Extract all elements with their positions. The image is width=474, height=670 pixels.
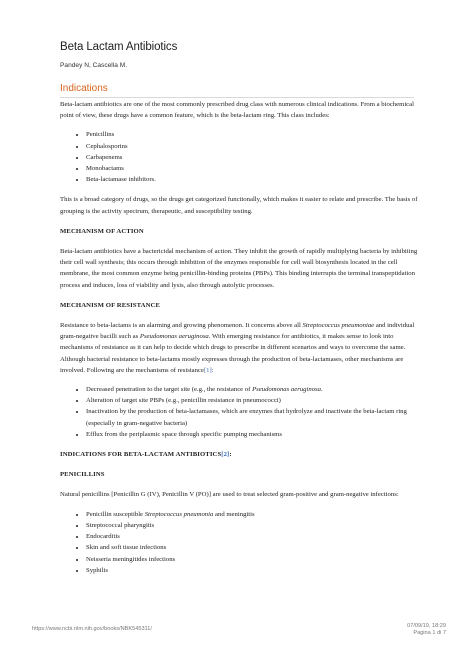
resistance-text-a: Resistance to beta-lactams is an alarming and growing phenomenon. It concerns above all: [60, 322, 303, 330]
section-divider: [60, 97, 414, 98]
moa-paragraph: Beta-lactam antibiotics have a bactericidal mechanism of action. They inhibit the growth of rapidly multiplying bacteria by inhibiting their cell wall synthesis; this occurs through inhibition of the enzymes responsible for cell wall biosynthesis located in the cell membrane, the most common enzyme being penicillin-binding proteins (PBPs). This binding interrupts the terminal transpeptidation process and induces, loss of viability and lysis, also through autolytic processes.: [60, 248, 418, 289]
list-item-end: .: [321, 386, 323, 394]
list-item: • Beta-lactamase inhibitors.: [86, 174, 420, 185]
list-item: • Alteration of target site PBPs (e.g., penicillin resistance in pneumococci): [86, 395, 420, 406]
list-item: • Penicillins: [86, 129, 420, 140]
resistance-italic-b: Pseudomonas aeruginosa: [139, 333, 209, 341]
list-item: • Skin and soft tissue infections: [86, 542, 420, 553]
list-item: • Streptococcal pharyngitis: [86, 520, 420, 531]
document-authors: Pandey N, Cascella M.: [60, 62, 128, 69]
indications-heading-colon: :: [229, 451, 232, 459]
reference-link-1[interactable]: [1]: [203, 366, 212, 374]
footer-meta: [407, 623, 446, 637]
reference-link-2[interactable]: [2]: [221, 451, 230, 459]
list-item: [86, 384, 420, 395]
list-item: • Monobactams: [86, 163, 420, 174]
footer-page-number: Pagina 1 di 7: [413, 630, 446, 636]
penicillins-heading: PENICILLINS: [60, 471, 105, 479]
list-item: • Neisseria meningitides infections: [86, 554, 420, 565]
penicillin-indications-list: [60, 509, 420, 576]
list-item: • Endocarditis: [86, 531, 420, 542]
list-item-italic: Streptococcus pneumonia: [144, 510, 214, 518]
indications-heading: [60, 449, 420, 460]
resistance-italic-a: Streptococcus pneumoniae: [302, 322, 375, 330]
section-heading-indications: Indications: [60, 83, 108, 94]
list-item-italic: Pseudomonas aeruginosa: [252, 386, 321, 394]
indications-intro: Beta-lactam antibiotics are one of the most commonly prescribed drug class with numerous clinical indications. From a biochemical point of view, these drugs have a common feature, which is the beta-lactam ring. This class includes:: [60, 101, 414, 120]
list-item: • Syphilis: [86, 565, 420, 576]
penicillins-paragraph: Natural penicillins [Penicillin G (IV), Penicillin V (PO)] are used to treat selected gram-positive and gram-negative infections:: [60, 491, 399, 499]
list-item-text: Decreased penetration to the target site (e.g., the resistance of: [86, 386, 253, 394]
document-title: Beta Lactam Antibiotics: [60, 41, 178, 53]
list-item: [86, 509, 420, 520]
document-body: [60, 99, 420, 585]
list-item: • Carbapenems: [86, 152, 420, 163]
list-item: • Efflux from the periplasmic space through specific pumping mechanisms: [86, 429, 420, 440]
list-item: • Inactivation by the production of beta-lactamases, which are enzymes that hydrolyze and inactivate the beta-lactam ring (especially in gram-negative bacteria): [86, 406, 420, 428]
footer-url: https://www.ncbi.nlm.nih.gov/books/NBK545311/: [32, 626, 152, 632]
indications-heading-text: INDICATIONS FOR BETA-LACTAM ANTIBIOTICS: [60, 451, 222, 459]
moa-heading: MECHANISM OF ACTION: [60, 227, 144, 235]
list-item-text: Penicillin susceptible: [86, 510, 145, 518]
list-item: • Cephalosporins: [86, 141, 420, 152]
drug-class-list: [60, 129, 420, 185]
resistance-text-d: :: [211, 366, 214, 374]
list-item-end: and meningitis: [213, 510, 255, 518]
footer-date: 07/09/19, 18:29: [407, 623, 446, 629]
resistance-heading: MECHANISM OF RESISTANCE: [60, 301, 161, 309]
resistance-text-c: . With emerging resistance for antibiotics, it makes sense to look into mechanisms of resistance as it can help to decide which drugs to prescribe in different scenarios and ways to overcome the same. Although bacterial resistance to beta-lactams mostly expresses through the production of beta-lactamases, other mechanisms are involved. Following are the mechanisms of resistance: [60, 333, 406, 374]
resistance-list: [60, 384, 420, 440]
resistance-paragraph: [60, 320, 420, 376]
resistance-text-b: and individual gram-negative bacilli such as: [60, 322, 415, 341]
categorization-paragraph: This is a broad category of drugs, so the drugs get categorized functionally, which makes it easier to relate and prescribe. The basis of grouping is the activity spectrum, therapeutic, and susceptibility testing.: [60, 196, 418, 215]
